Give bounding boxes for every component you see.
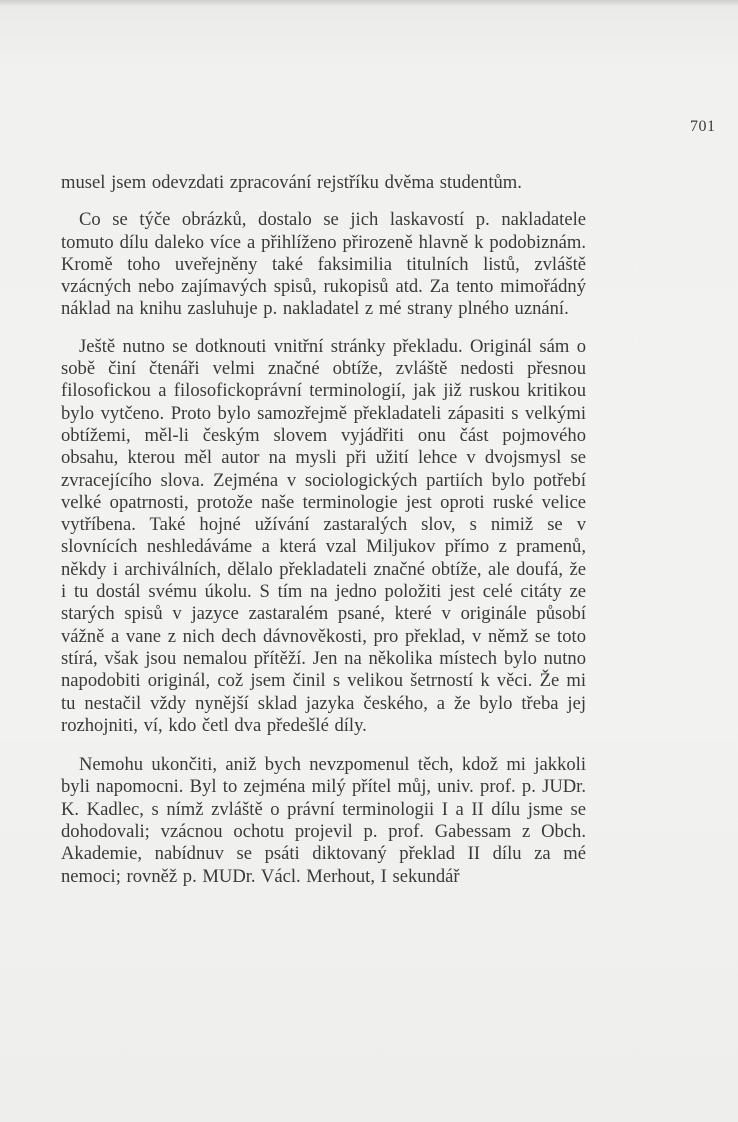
paragraph-continuation: musel jsem odevzdati zpracování rejstříku dvěma studentům. — [61, 172, 522, 193]
body-text — [61, 172, 586, 888]
page-number: 701 — [690, 118, 716, 135]
paragraph-translation: Ještě nutno se dotknouti vnitřní stránky překladu. Originál sám o sobě činí čtenáři velmi značné obtíže, zvláště nedosti přesnou filosofickou a filosofickoprávní terminologií, jak již ruskou kritikou bylo vytčeno. Proto bylo samozřejmě překladateli zápasiti s velkými obtížemi, měl-li českým slovem vyjádřiti onu část pojmového obsahu, kterou měl autor na mysli při užití lehce v dvojsmysl se zvracejícího slova. Zejména v sociologických partiích bylo potřebí velké opatrnosti, protože naše terminologie jest oproti ruské velice vytříbena. Také hojné užívání zastaralých slov, s nimiž se v slovnících neshledáváme a která vzal Miljukov přímo z pramenů, někdy i archiválních, dělalo překladateli značné obtíže, ale doufá, že i tu dostál svému úkolu. S tím na jedno položiti jest celé citáty ze starých spisů v jazyce zastaralém psané, které v originále působí vážně a vane z nich dech dávnověkosti, pro překlad, v němž se toto stírá, však jsou nemalou přítěží. Jen na několika místech bylo nutno napodobiti originál, což jsem činil s velikou šetrností k věci. Že mi tu nestačil vždy nynější sklad jazyka českého, a že bylo třeba jej rozhojniti, ví, kdo četl dva předešlé díly. — [61, 335, 586, 736]
paragraph-illustrations: Co se týče obrázků, dostalo se jich laskavostí p. nakladatele tomuto dílu daleko více a přihlíženo přirozeně hlavně k podobiznám. Kromě toho uveřejněny také faksimilia titulních listů, zvláště vzácných nebo zajímavých spisů, rukopisů atd. Za tento mimořádný náklad na knihu zasluhuje p. nakladatel z mé strany plného uznání. — [61, 209, 586, 320]
page-top-edge-shadow — [0, 0, 738, 6]
paragraph-acknowledgements: Nemohu ukončiti, aniž bych nevzpomenul těch, kdož mi jakkoli byli napomocni. Byl to zejména milý přítel můj, univ. prof. p. JUDr. K. Kadlec, s nímž zvláště o právní terminologii I a II dílu jsme se dohodovali; vzácnou ochotu projevil p. prof. Gabessam z Obch. Akademie, nabídnuv se psáti diktovaný překlad II dílu za mé nemoci; rovněž p. MUDr. Václ. Merhout, I sekundář — [61, 754, 586, 887]
